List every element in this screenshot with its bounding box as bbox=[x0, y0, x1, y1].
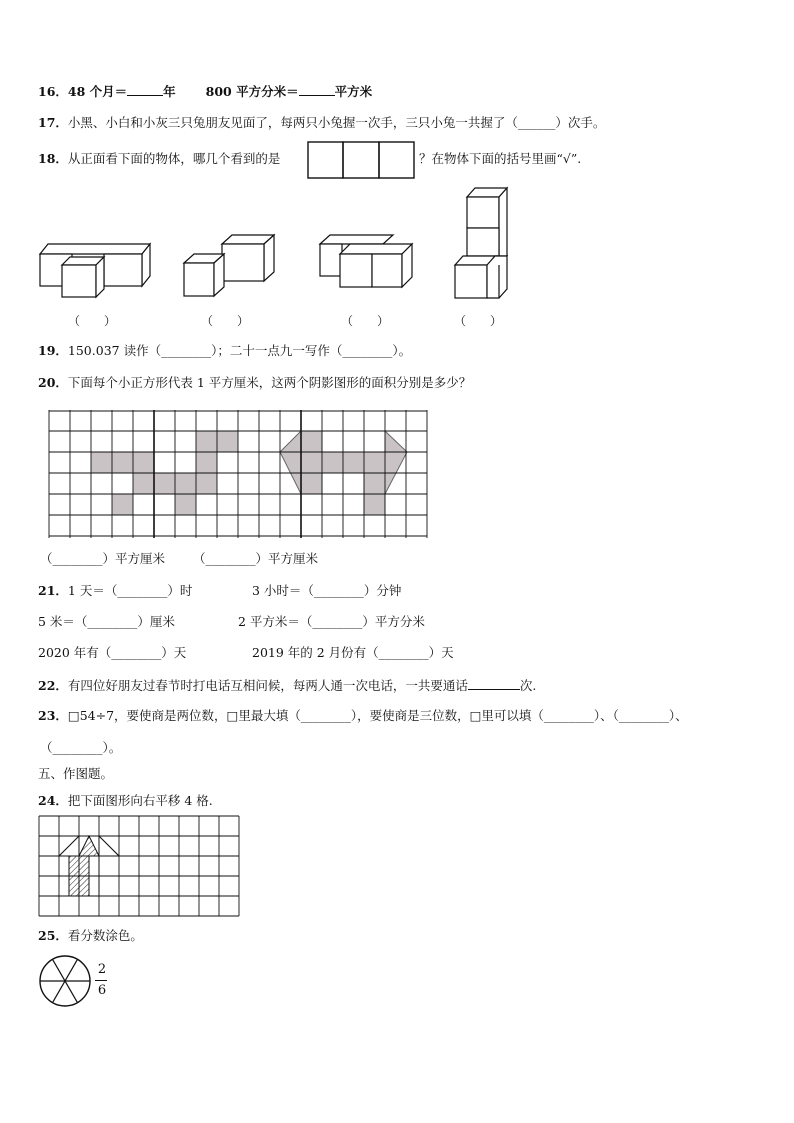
arrow-shape bbox=[79, 836, 99, 856]
question-number: 25． bbox=[38, 928, 68, 943]
q20-area-grid bbox=[46, 410, 428, 540]
q16-part-b-unit: 平方米 bbox=[334, 84, 373, 99]
section-5-title: 五、作图题。 bbox=[38, 766, 114, 781]
q19-text: 150.037 读作（________）；二十一点九一写作（________）。 bbox=[67, 343, 412, 358]
q23-line-2[interactable]: （________）。 bbox=[40, 740, 122, 755]
q22-text-b: 次. bbox=[519, 678, 537, 693]
q17-text: 小黑、小白和小灰三只兔朋友见面了，每两只小兔握一次手，三只小兔一共握了（______）次手。 bbox=[67, 115, 606, 130]
q20-text: 下面每个小正方形代表 1 平方厘米，这两个阴影图形的面积分别是多少？ bbox=[67, 375, 472, 390]
q20-answer-a[interactable]: （________）平方厘米 bbox=[40, 551, 166, 566]
question-21-row-1 bbox=[38, 583, 192, 599]
question-number: 20． bbox=[38, 375, 68, 390]
q16-part-a-unit: 年 bbox=[163, 84, 176, 99]
q21-r2a[interactable]: 5 米＝（________）厘米 bbox=[38, 614, 175, 629]
question-24 bbox=[38, 793, 213, 809]
question-number: 22． bbox=[38, 678, 68, 693]
question-number: 18． bbox=[38, 151, 68, 166]
question-20 bbox=[38, 375, 471, 391]
question-21-row-3 bbox=[38, 645, 186, 661]
q16-part-b-label: 800 平方分米＝ bbox=[205, 84, 299, 99]
q23-line-1[interactable]: □54÷7，要使商是两位数，□里最大填（________），要使商是三位数，□里可以填（________）、（________）、 bbox=[67, 708, 688, 723]
question-number: 16． bbox=[38, 84, 68, 99]
cube-figure-4 bbox=[453, 186, 513, 302]
fraction-bar bbox=[95, 980, 107, 981]
q20-answers bbox=[40, 551, 318, 567]
fraction-circle[interactable] bbox=[37, 953, 93, 1009]
question-number: 17． bbox=[38, 115, 68, 130]
cube-figure-2 bbox=[180, 232, 280, 300]
q21-r2b-line bbox=[238, 614, 425, 630]
q21-r3b-line bbox=[252, 645, 454, 661]
question-number: 21． bbox=[38, 583, 68, 598]
q16-answer-blank-a[interactable] bbox=[127, 83, 163, 96]
question-17 bbox=[38, 115, 605, 131]
q16-part-a-label: 48 个月＝ bbox=[67, 84, 128, 99]
q18-answer-paren-3[interactable]: （ ） bbox=[341, 314, 390, 328]
question-16 bbox=[38, 83, 372, 100]
q24-translation-grid[interactable] bbox=[38, 815, 243, 918]
q21-r2b[interactable]: 2 平方米＝（________）平方分米 bbox=[238, 614, 425, 629]
q18-answer-paren-2[interactable]: （ ） bbox=[201, 314, 250, 328]
fraction-numerator: 2 bbox=[97, 962, 107, 977]
q21-r1b-line bbox=[252, 583, 401, 599]
q21-r3b[interactable]: 2019 年的 2 月份有（________）天 bbox=[252, 645, 454, 660]
q18-answer-paren-1[interactable]: （ ） bbox=[68, 314, 117, 328]
q21-r1a[interactable]: 1 天＝（________）时 bbox=[67, 583, 193, 598]
question-18 bbox=[38, 151, 280, 167]
q18-text-b-line bbox=[419, 151, 581, 167]
q21-r1b[interactable]: 3 小时＝（________）分钟 bbox=[252, 583, 402, 598]
question-23 bbox=[38, 708, 688, 724]
q22-answer-blank[interactable] bbox=[468, 677, 520, 690]
q16-answer-blank-b[interactable] bbox=[299, 83, 335, 96]
cube-figure-3 bbox=[318, 232, 418, 290]
question-number: 19． bbox=[38, 343, 68, 358]
section-heading bbox=[38, 766, 113, 782]
question-22 bbox=[38, 677, 536, 694]
question-19 bbox=[38, 343, 411, 359]
q22-text-a: 有四位好朋友过春节时打电话互相问候，每两人通一次电话，一共要通话 bbox=[67, 678, 468, 693]
q18-answer-paren-4[interactable]: （ ） bbox=[454, 314, 503, 328]
question-23-cont bbox=[40, 740, 121, 756]
q18-text-b: ？在物体下面的括号里画“√”. bbox=[419, 151, 582, 166]
q24-text: 把下面图形向右平移 4 格. bbox=[67, 793, 213, 808]
q18-text-a: 从正面看下面的物体，哪几个看到的是 bbox=[67, 151, 281, 166]
cube-figure-1 bbox=[38, 236, 153, 301]
question-number: 23． bbox=[38, 708, 68, 723]
q20-answer-b[interactable]: （________）平方厘米 bbox=[192, 551, 318, 566]
q25-text: 看分数涂色。 bbox=[67, 928, 143, 943]
q18-front-view-figure bbox=[307, 141, 417, 181]
question-number: 24． bbox=[38, 793, 68, 808]
q21-r3a[interactable]: 2020 年有（________）天 bbox=[38, 645, 187, 660]
fraction-denominator: 6 bbox=[97, 983, 107, 998]
question-21-row-2 bbox=[38, 614, 175, 630]
question-25 bbox=[38, 928, 143, 944]
